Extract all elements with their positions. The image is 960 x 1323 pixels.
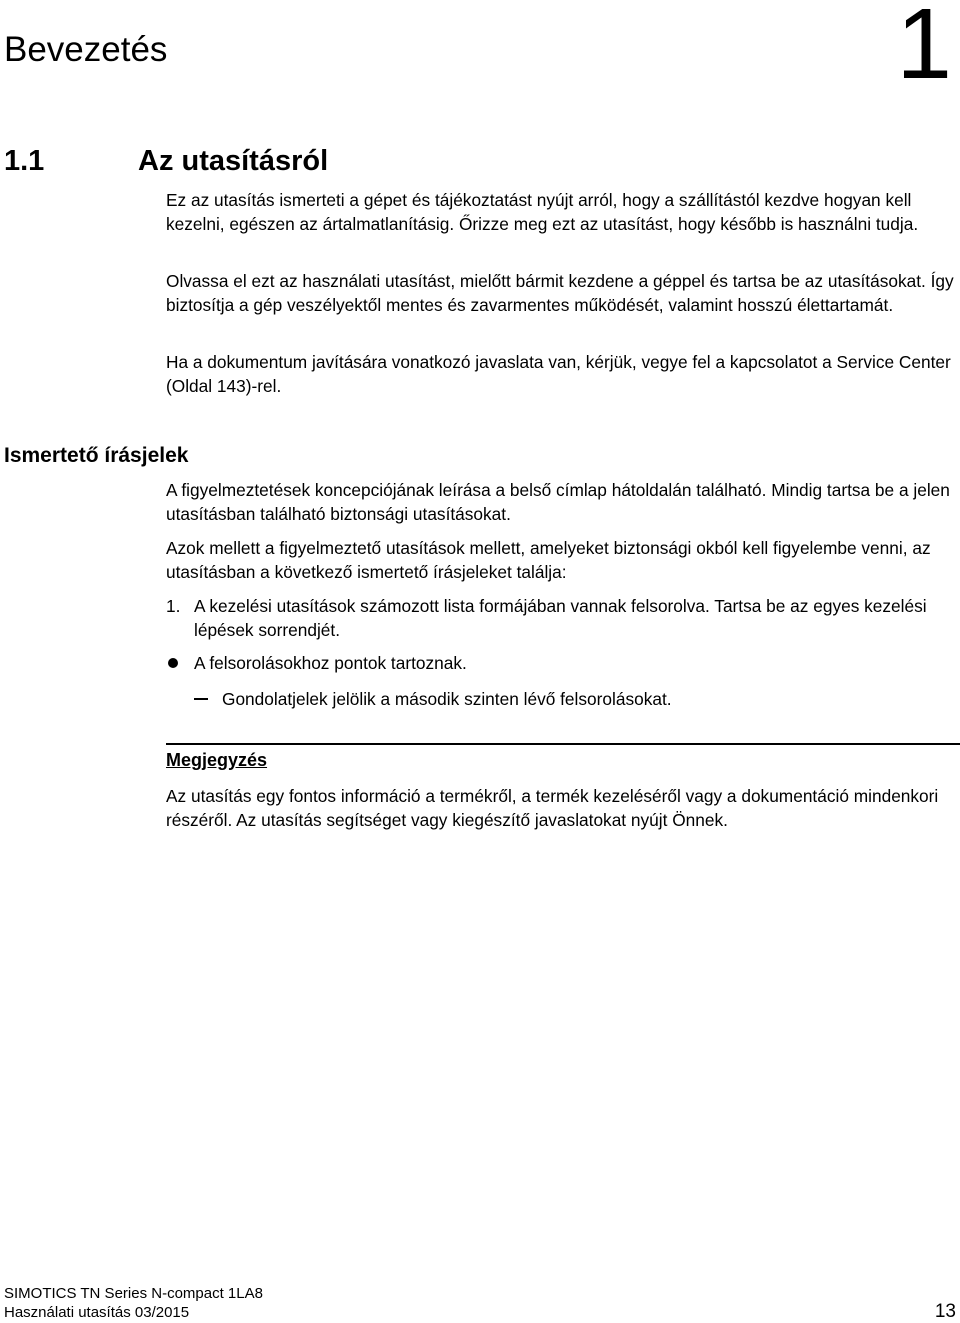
numbered-list-marker: 1. [166, 596, 181, 616]
page-number: 13 [934, 1301, 956, 1322]
dash-list-item: Gondolatjelek jelölik a második szinten lévő felsorolásokat. [222, 689, 672, 709]
note-heading: Megjegyzés [166, 750, 268, 770]
section-number: 1.1 [4, 145, 45, 177]
numbered-list-item: A kezelési utasítások számozott lista formájában vannak felsorolva. Tartsa be az egyes kezelési lépések sorrendjét. [194, 596, 927, 640]
intro-paragraph: Ez az utasítás ismerteti a gépet és tájékoztatást nyújt arról, hogy a szállítástól kezdve hogyan kell kezelni, egészen az ártalmatlanításig. Őrizze meg ezt az utasítást, hogy később is használni tudja. [166, 190, 919, 234]
footer-manual: Használati utasítás 03/2015 [4, 1304, 190, 1321]
section-title: Az utasításról [138, 145, 329, 177]
footer-product: SIMOTICS TN Series N-compact 1LA8 [4, 1285, 263, 1302]
note-text: Az utasítás egy fontos információ a termékről, a termék kezeléséről vagy a dokumentáció mindenkori részéről. Az utasítás segítséget vagy kiegészítő javaslatokat nyújt Önnek. [166, 786, 939, 830]
dash-icon [194, 698, 208, 700]
chapter-title: Bevezetés [4, 30, 168, 69]
bullet-list-item: A felsorolásokhoz pontok tartoznak. [194, 653, 467, 673]
chapter-number: 1 [896, 0, 952, 100]
conventions-intro-paragraph: Azok mellett a figyelmeztető utasítások mellett, amelyeket biztonsági okból kell figyelembe venni, az utasításban a következő ismertető írásjeleket találja: [166, 538, 931, 582]
warnings-paragraph: A figyelmeztetések koncepciójának leírása a belső címlap hátoldalán található. Mindig tartsa be a jelen utasításban található biztonsági utasításokat. [166, 480, 950, 524]
read-instructions-paragraph: Olvassa el ezt az használati utasítást, mielőtt bármit kezdene a géppel és tartsa be az utasításokat. Így biztosítja a gép veszélyektől mentes és zavarmentes működését, valamint hosszú élettartamát. [166, 271, 954, 315]
note-divider [166, 743, 960, 745]
feedback-paragraph: Ha a dokumentum javítására vonatkozó javaslata van, kérjük, vegye fel a kapcsolatot a Service Center (Oldal 143)-rel. [166, 352, 951, 396]
bullet-icon [168, 658, 178, 668]
conventions-heading: Ismertető írásjelek [4, 444, 189, 467]
